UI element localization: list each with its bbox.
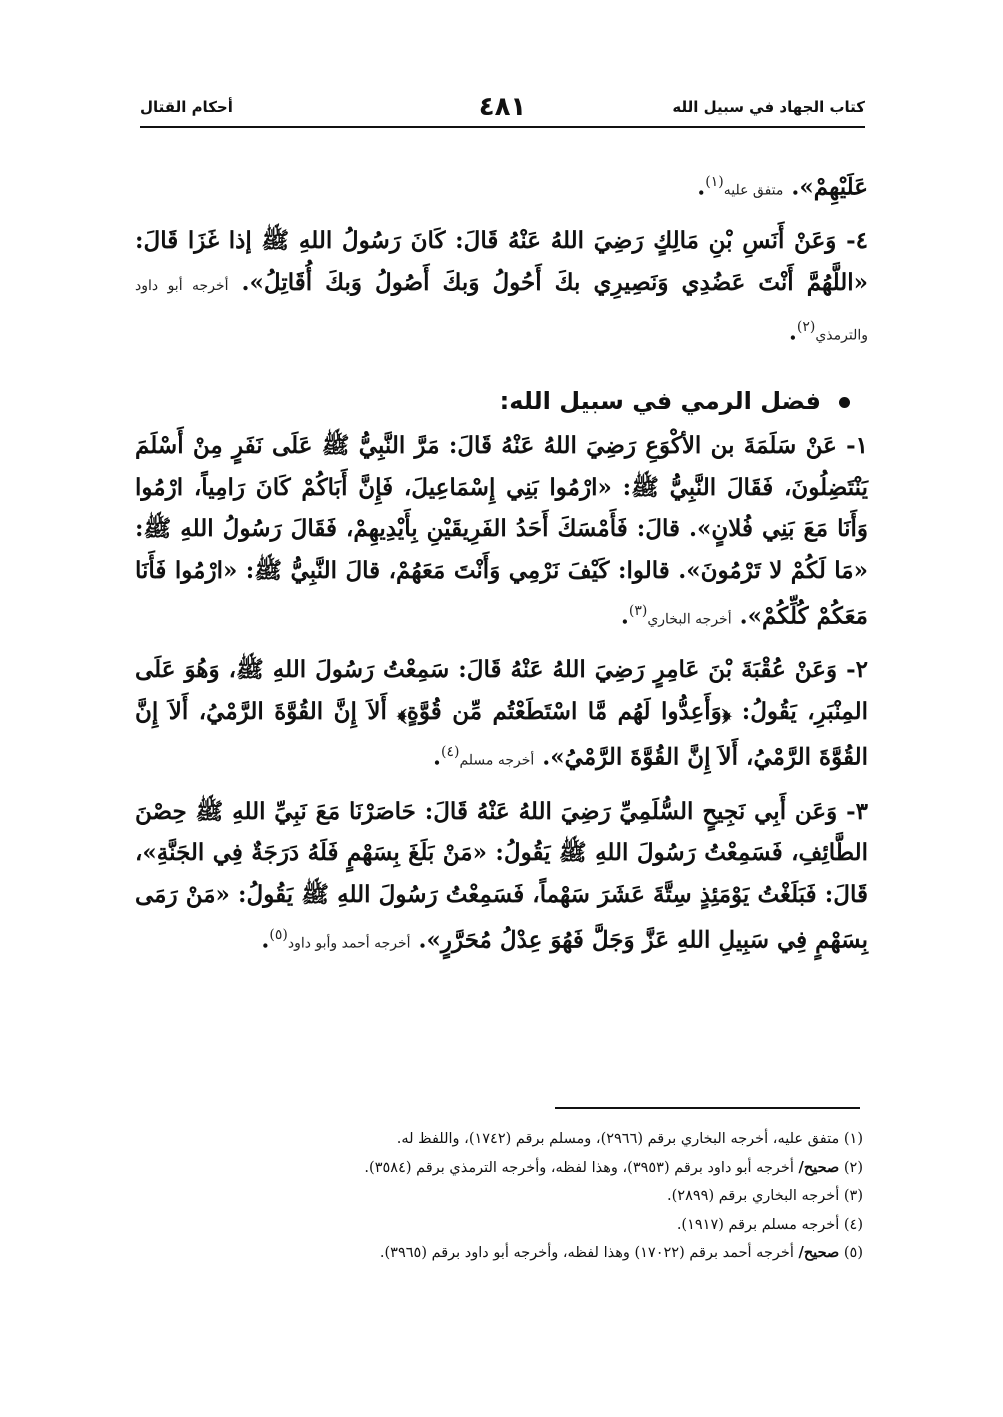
hadith-source: أخرجه أحمد وأبو داود xyxy=(287,935,411,952)
footnote-number: (١) xyxy=(843,1131,863,1147)
footnote-number: (٢) xyxy=(843,1159,863,1176)
hadith-source: أخرجه أبو داود والترمذي xyxy=(135,277,868,344)
footnote-number: (٥) xyxy=(843,1245,863,1261)
footnote xyxy=(200,1125,863,1154)
hadith-paragraph: ٣- وَعَن أَبِي نَجِيحٍ السُّلَمِيِّ رَضِيَ اللهُ عَنْهُ قَالَ: حَاصَرْنَا مَعَ نَبِيِّ اللهِ ﷺ حِصْنَ الطَّائِفِ، فَسَمِعْتُ رَسُولَ اللهِ ﷺ يَقُولُ: «مَنْ بَلَغَ بِسَهْمٍ فَلَهُ دَرَجَةٌ فِي الجَنَّةِ»، قَالَ: فَبَلَغْتُ يَوْمَئِذٍ سِتَّةَ عَشَرَ سَهْماً، فَسَمِعْتُ رَسُولَ اللهِ ﷺ يَقُولُ: «مَنْ رَمَى بِسَهْمٍ فِي سَبِيلِ اللهِ عَزَّ وَجَلَّ فَهُوَ عِدْلُ مُحَرَّرٍ». أخرجه أحمد وأبو داود$^{(٥)}$. xyxy=(135,797,868,954)
continuation-paragraph: عَلَيْهِمْ». متفق عليه$^{(١)}$. xyxy=(697,173,868,201)
footnote-text: أخرجه البخاري برقم (٢٨٩٩). xyxy=(667,1188,840,1204)
footnote-text: أخرجه مسلم برقم (١٩١٧). xyxy=(676,1216,840,1233)
footnote-grade: صحيح/ xyxy=(798,1158,840,1176)
hadith-paragraph: ١- عَنْ سَلَمَةَ بن الأكْوَعِ رَضِيَ اللهُ عَنْهُ قَالَ: مَرَّ النَّبِيُّ ﷺ عَلَى نَفَرٍ مِنْ أَسْلَمَ يَنْتَضِلُونَ، فَقَالَ النَّبِيُّ ﷺ: «ارْمُوا بَنِي إِسْمَاعِيلَ، فَإِنَّ أَبَاكُمْ كَانَ رَامِياً، ارْمُوا وَأَنَا مَعَ بَنِي فُلانٍ». قالَ: فَأَمْسَكَ أَحَدُ الفَرِيقَيْنِ بِأَيْدِيهِمْ، فَقَالَ رَسُولُ اللهِ ﷺ: «مَا لَكُمْ لا تَرْمُونَ». قالوا: كَيْفَ نَرْمِي وَأَنْتَ مَعَهُمْ، قالَ النَّبِيُّ ﷺ: «ارْمُوا فَأَنَا مَعَكُمْ كُلِّكُمْ». أخرجه البخاري$^{(٣)}$. xyxy=(135,432,868,630)
hadith-paragraph: ٢- وَعَنْ عُقْبَةَ بْنَ عَامِرٍ رَضِيَ اللهُ عَنْهُ قَالَ: سَمِعْتُ رَسُولَ اللهِ ﷺ، وَهُوَ عَلَى المِنْبَرِ، يَقُولُ: ﴿وَأَعِدُّوا لَهُم مَّا اسْتَطَعْتُم مِّن قُوَّةٍ﴾ أَلاَ إِنَّ القُوَّةَ الرَّمْيُ، أَلاَ إِنَّ القُوَّةَ الرَّمْيُ، أَلاَ إِنَّ القُوَّةَ الرَّمْيُ». أخرجه مسلم$^{(٤)}$. xyxy=(135,656,868,772)
main-text xyxy=(135,162,868,965)
footnote-divider xyxy=(555,1107,860,1109)
footnote xyxy=(200,1154,863,1183)
chapter-title: أحكام القتال xyxy=(140,98,233,116)
hadith-text: ١- عَنْ سَلَمَةَ بن الأكْوَعِ رَضِيَ اللهُ عَنْهُ قَالَ: مَرَّ النَّبِيُّ ﷺ عَلَى نَفَرٍ مِنْ أَسْلَمَ يَنْتَضِلُونَ، فَقَالَ النَّبِيُّ ﷺ: «ارْمُوا بَنِي إِسْمَاعِيلَ، فَإِنَّ أَبَاكُمْ كَانَ رَامِياً، ارْمُوا وَأَنَا مَعَ بَنِي فُلانٍ». قالَ: فَأَمْسَكَ أَحَدُ الفَرِيقَيْنِ بِأَيْدِيهِمْ، فَقَالَ رَسُولُ اللهِ ﷺ: «مَا لَكُمْ لا تَرْمُونَ». قالوا: كَيْفَ نَرْمِي وَأَنْتَ مَعَهُمْ، قالَ النَّبِيُّ ﷺ: «ارْمُوا فَأَنَا مَعَكُمْ كُلِّكُمْ». xyxy=(135,432,868,630)
footnote-text: أخرجه أبو داود برقم (٣٩٥٣)، وهذا لفظه، وأخرجه الترمذي برقم (٣٥٨٤). xyxy=(364,1159,794,1176)
hadith-text: ٣- وَعَن أَبِي نَجِيحٍ السُّلَمِيِّ رَضِيَ اللهُ عَنْهُ قَالَ: حَاصَرْنَا مَعَ نَبِيِّ اللهِ ﷺ حِصْنَ الطَّائِفِ، فَسَمِعْتُ رَسُولَ اللهِ ﷺ يَقُولُ: «مَنْ بَلَغَ بِسَهْمٍ فَلَهُ دَرَجَةٌ فِي الجَنَّةِ»، قَالَ: فَبَلَغْتُ يَوْمَئِذٍ سِتَّةَ عَشَرَ سَهْماً، فَسَمِعْتُ رَسُولَ اللهِ ﷺ يَقُولُ: «مَنْ رَمَى بِسَهْمٍ فِي سَبِيلِ اللهِ عَزَّ وَجَلَّ فَهُوَ عِدْلُ مُحَرَّرٍ». xyxy=(135,797,868,954)
continuation-source: متفق عليه xyxy=(723,182,784,199)
book-title: كتاب الجهاد في سبيل الله xyxy=(672,98,865,116)
hadith-source: أخرجه مسلم xyxy=(459,753,535,770)
hadith-paragraph: ٤- وَعَنْ أَنَسِ بْنِ مَالِكٍ رَضِيَ اللهُ عَنْهُ قَالَ: كَانَ رَسُولُ اللهِ ﷺ إذا غَزَا قَالَ: «اللَّهُمَّ أَنْتَ عَضُدِي وَنَصِيرِي بكَ أَحُولُ وَبكَ أَصُولُ وَبكَ أُقَاتِلُ». أخرجه أبو داود والترمذي$^{(٢)}$. xyxy=(135,227,868,346)
footnote-ref[interactable]: (٢) xyxy=(796,319,816,336)
footnote xyxy=(200,1211,863,1240)
footnote-ref[interactable]: (٥) xyxy=(269,927,288,944)
footnote-number: (٤) xyxy=(843,1216,863,1233)
footnote xyxy=(200,1182,863,1211)
footnote-grade: صحيح/ xyxy=(798,1244,840,1261)
footnote xyxy=(200,1239,863,1268)
hadith-text: ٤- وَعَنْ أَنَسِ بْنِ مَالِكٍ رَضِيَ اللهُ عَنْهُ قَالَ: كَانَ رَسُولُ اللهِ ﷺ إذا غَزَا قَالَ: «اللَّهُمَّ أَنْتَ عَضُدِي وَنَصِيرِي بكَ أَحُولُ وَبكَ أَصُولُ وَبكَ أُقَاتِلُ». xyxy=(135,227,868,296)
page-number: ٤٨١ xyxy=(478,92,527,122)
running-header xyxy=(140,92,865,126)
footnote-ref[interactable]: (٣) xyxy=(628,603,648,620)
continuation-text: عَلَيْهِمْ». xyxy=(791,173,868,201)
section-heading xyxy=(135,387,868,415)
footnote-ref[interactable]: (٤) xyxy=(440,744,460,761)
footnotes xyxy=(200,1125,863,1268)
bullet-icon xyxy=(839,397,850,408)
footnote-ref[interactable]: (١) xyxy=(705,174,724,190)
hadith-source: أخرجه البخاري xyxy=(647,611,732,628)
header-divider xyxy=(140,126,865,128)
hadith-text: ٢- وَعَنْ عُقْبَةَ بْنَ عَامِرٍ رَضِيَ اللهُ عَنْهُ قَالَ: سَمِعْتُ رَسُولَ اللهِ ﷺ، وَهُوَ عَلَى المِنْبَرِ، يَقُولُ: ﴿وَأَعِدُّوا لَهُم مَّا اسْتَطَعْتُم مِّن قُوَّةٍ﴾ أَلاَ إِنَّ القُوَّةَ الرَّمْيُ، أَلاَ إِنَّ القُوَّةَ الرَّمْيُ، أَلاَ إِنَّ القُوَّةَ الرَّمْيُ». xyxy=(135,656,868,772)
footnote-number: (٣) xyxy=(843,1188,863,1204)
footnote-text: متفق عليه، أخرجه البخاري برقم (٢٩٦٦)، ومسلم برقم (١٧٤٢)، واللفظ له. xyxy=(396,1131,840,1147)
footnote-text: أخرجه أحمد برقم (١٧٠٢٢) وهذا لفظه، وأخرجه أبو داود برقم (٣٩٦٥). xyxy=(379,1245,794,1261)
section-heading-text: فضل الرمي في سبيل الله: xyxy=(499,387,821,416)
